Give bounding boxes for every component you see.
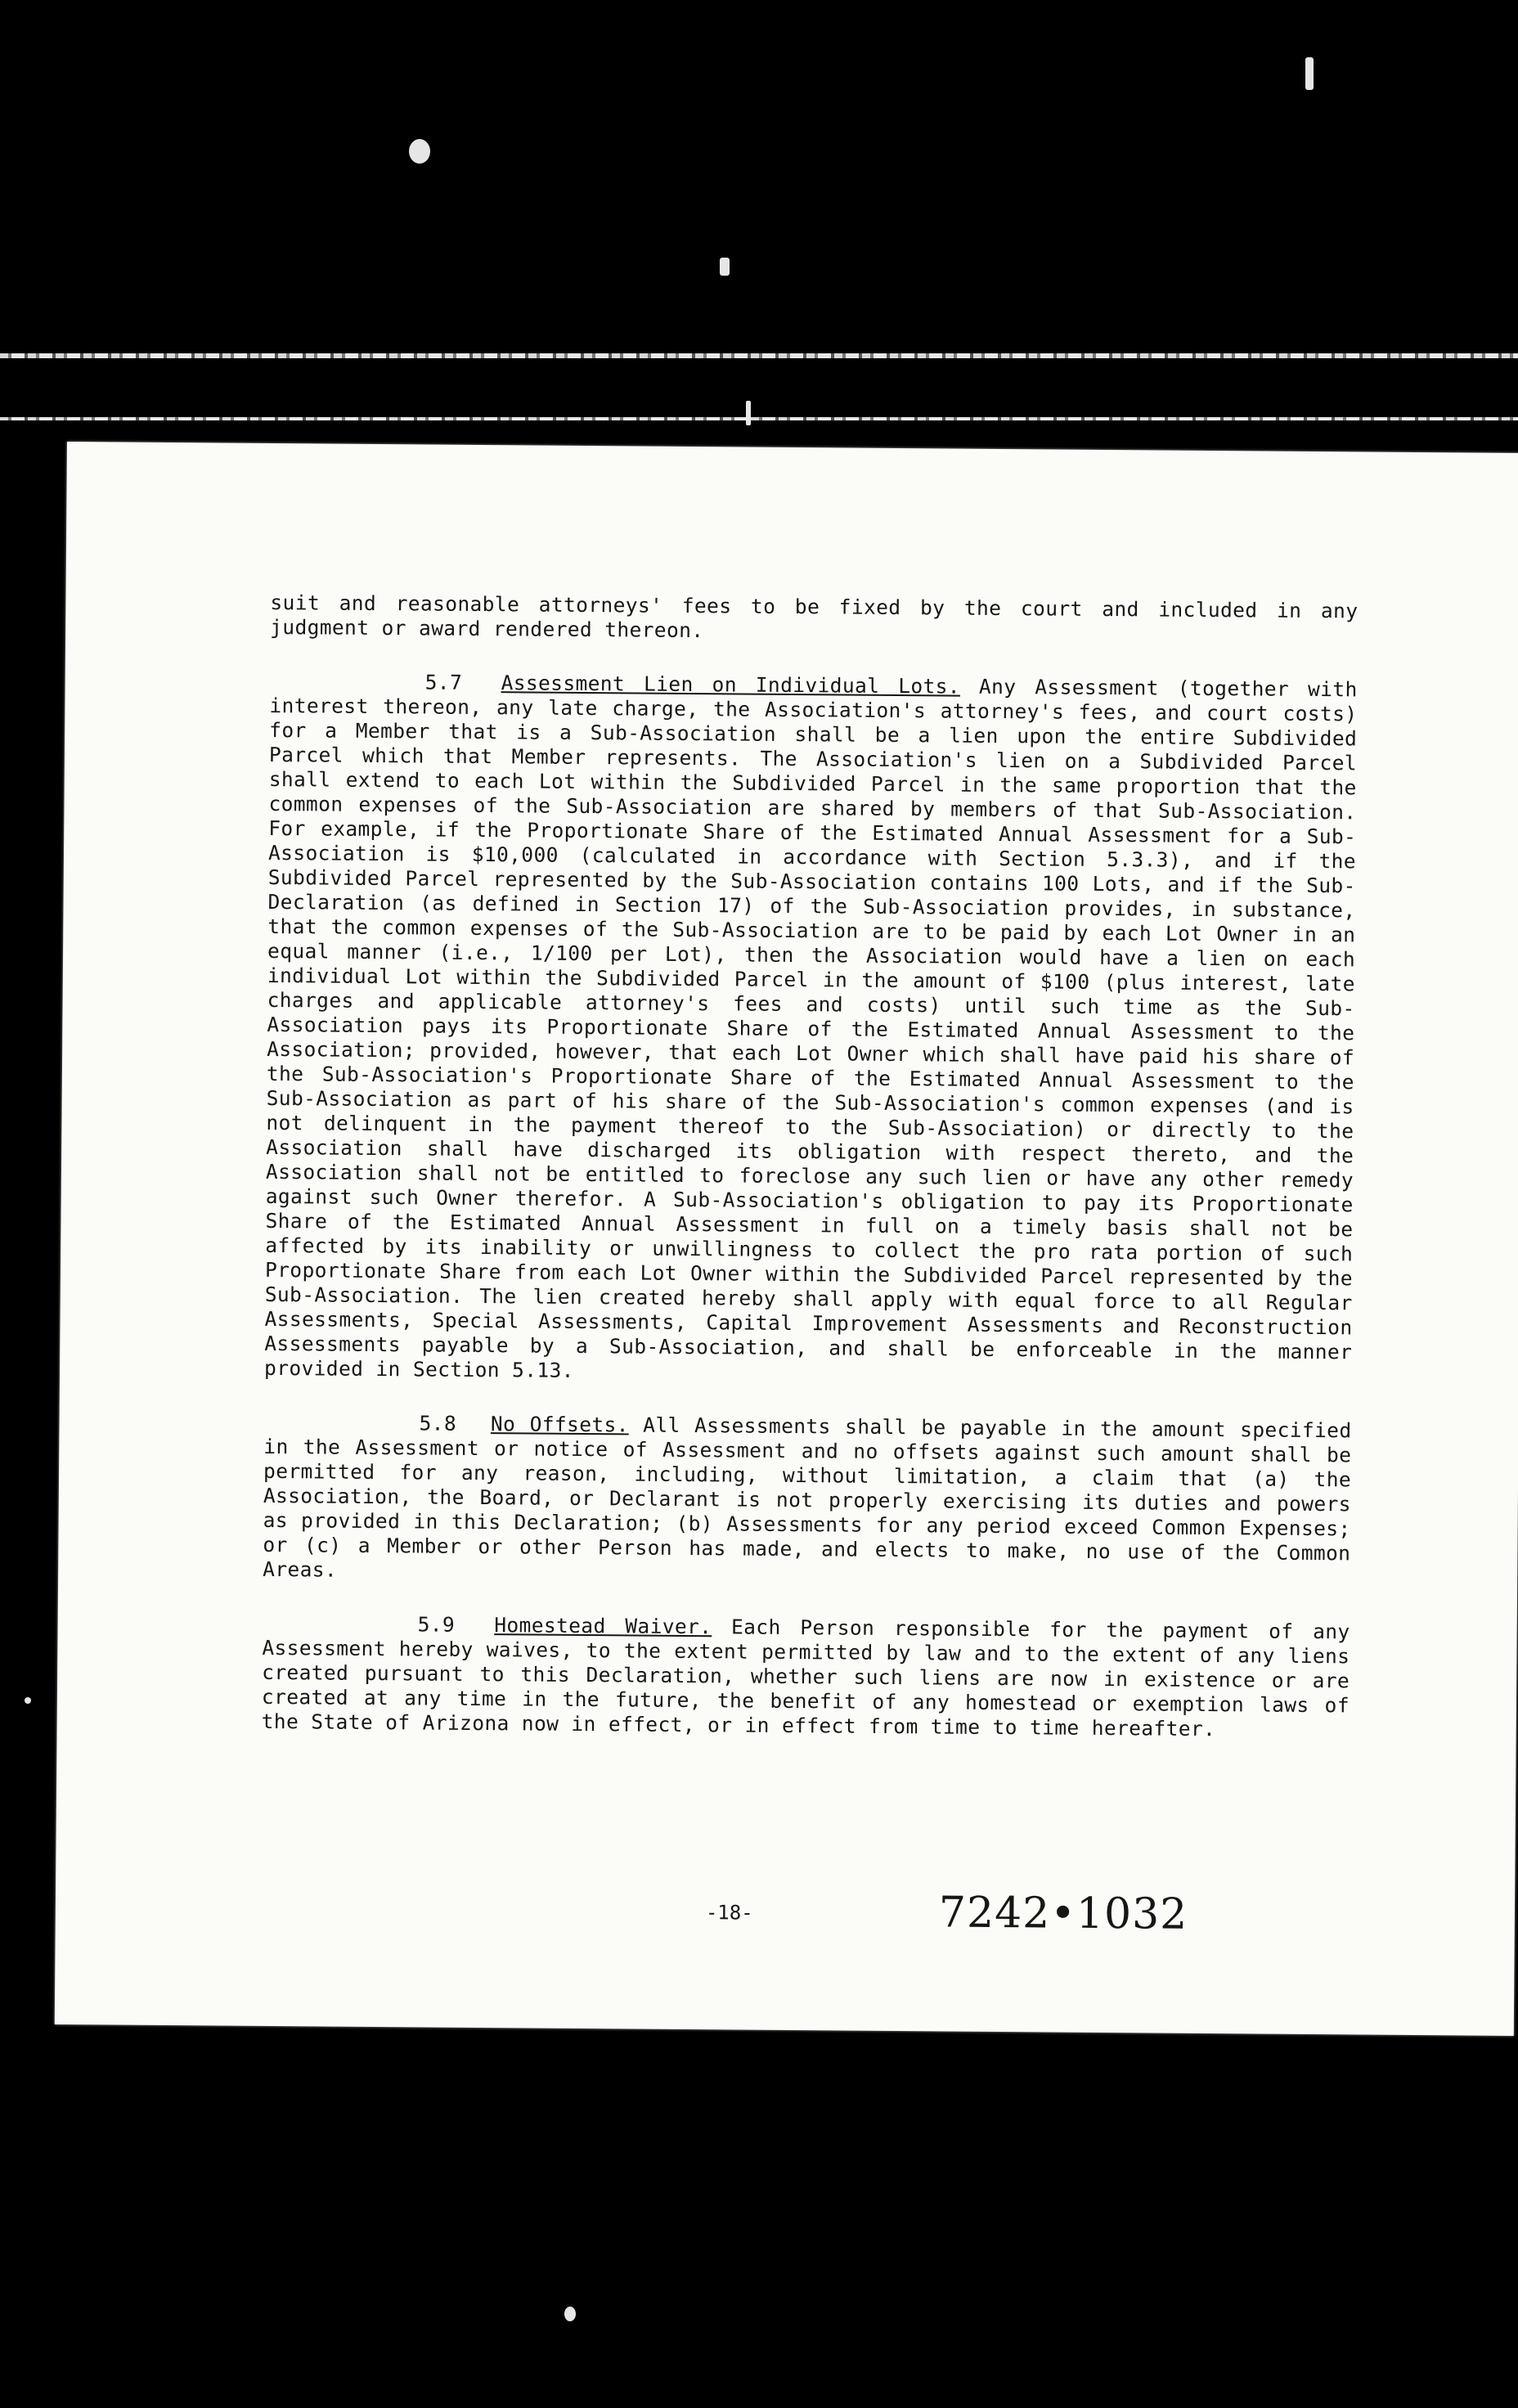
paragraph-text: suit and reasonable attorneys' fees to be fixed by the court and included in any judgment or award rendered thereon. <box>270 590 1359 643</box>
section-number: 5.9 <box>417 1612 456 1637</box>
scan-speck <box>25 1697 31 1704</box>
scan-speck <box>409 139 430 164</box>
page-footer <box>56 1881 1516 1958</box>
paragraph-continuation <box>270 591 1358 648</box>
section-text: Any Assessment (together with interest thereon, any late charge, the Association's attorney's fees, and court costs) for a Member that is a Sub-Association shall be a lien upon the entire Subdivided Parcel which that Member represents. The Association's lien on a Subdivided Parcel shall extend to each Lot within the Subdivided Parcel in the same proportion that the common expenses of the Sub-Association are shared by members of that Sub-Association. For example, if the Proportionate Share of the Estimated Annual Assessment for a Sub-Association is $10,000 (calculated in accordance with Section 5.3.3), and if the Subdivided Parcel represented by the Sub-Association contains 100 Lots, and if the Sub-Declaration (as defined in Section 17) of the Sub-Association provides, in substance, that the common expenses of the Sub-Association are to be paid by each Lot Owner in an equal manner (i.e., 1/100 per Lot), then the Association would have a lien on each individual Lot within the Subdivided Parcel in the amount of $100 (plus interest, late charges and applicable attorney's fees and costs) until such time as the Sub-Association pays its Proportionate Share of the Estimated Annual Assessment to the Association; provided, however, that each Lot Owner which shall have paid his share of the Sub-Association's Proportionate Share of the Estimated Annual Assessment to the Sub-Association as part of his share of the Sub-Association's common expenses (and is not delinquent in the payment thereof to the Sub-Association) or directly to the Association shall have discharged its obligation with respect thereto, and the Association shall not be entitled to foreclose any such lien or have any other remedy against such Owner therefor. A Sub-Association's obligation to pay its Proportionate Share of the Estimated Annual Assessment in full on a timely basis shall not be affected by its inability or unwillingness to collect the pro rata portion of such Proportionate Share from each Lot Owner within the Subdivided Parcel represented by the Sub-Association. The lien created hereby shall apply with equal force to all Regular Assessments, Special Assessments, Capital Improvement Assessments and Reconstruction Assessments payable by a Sub-Association, and shall be enforceable in the manner provided in Section 5.13. <box>263 674 1358 1382</box>
page-number: -18- <box>705 1901 753 1925</box>
scan-speck <box>1305 57 1314 90</box>
section-number: 5.7 <box>424 670 463 694</box>
section-number: 5.8 <box>419 1411 457 1435</box>
recording-stamp: 7242•1032 <box>938 1888 1188 1939</box>
scan-speck <box>720 258 730 276</box>
section-heading: No Offsets. <box>490 1412 629 1437</box>
section-text: Each Person responsible for the payment of any Assessment hereby waives, to the extent permitted by law and to the extent of any liens created pursuant to this Declaration, whether such liens are now in existence or are created at any time in the future, the benefit of any homestead or exemption laws of the State of Arizona now in effect, or in effect from time to time hereafter. <box>261 1615 1350 1741</box>
scan-artifact-band <box>0 417 1518 420</box>
scan-speck <box>564 2307 576 2321</box>
scan-artifact-band <box>0 353 1518 358</box>
scan-speck <box>746 401 751 425</box>
section-text: All Assessments shall be payable in the amount specified in the Assessment or notice of Assessment and no offsets against such amount shall be permitted for any reason, including, without limitation, a claim that (a) the Association, the Board, or Declarant is not properly exercising its duties and powers as provided in this Declaration; (b) Assessments for any period exceed Common Expenses; or (c) a Member or other Person has made, and elects to make, no use of the Common Areas. <box>263 1413 1352 1582</box>
section-5-7 <box>264 669 1358 1389</box>
section-heading: Assessment Lien on Individual Lots. <box>501 671 961 699</box>
section-heading: Homestead Waiver. <box>494 1613 712 1639</box>
document-page <box>55 442 1518 2036</box>
section-5-8 <box>263 1410 1352 1590</box>
section-5-9 <box>262 1611 1350 1742</box>
document-body <box>261 591 1358 1772</box>
